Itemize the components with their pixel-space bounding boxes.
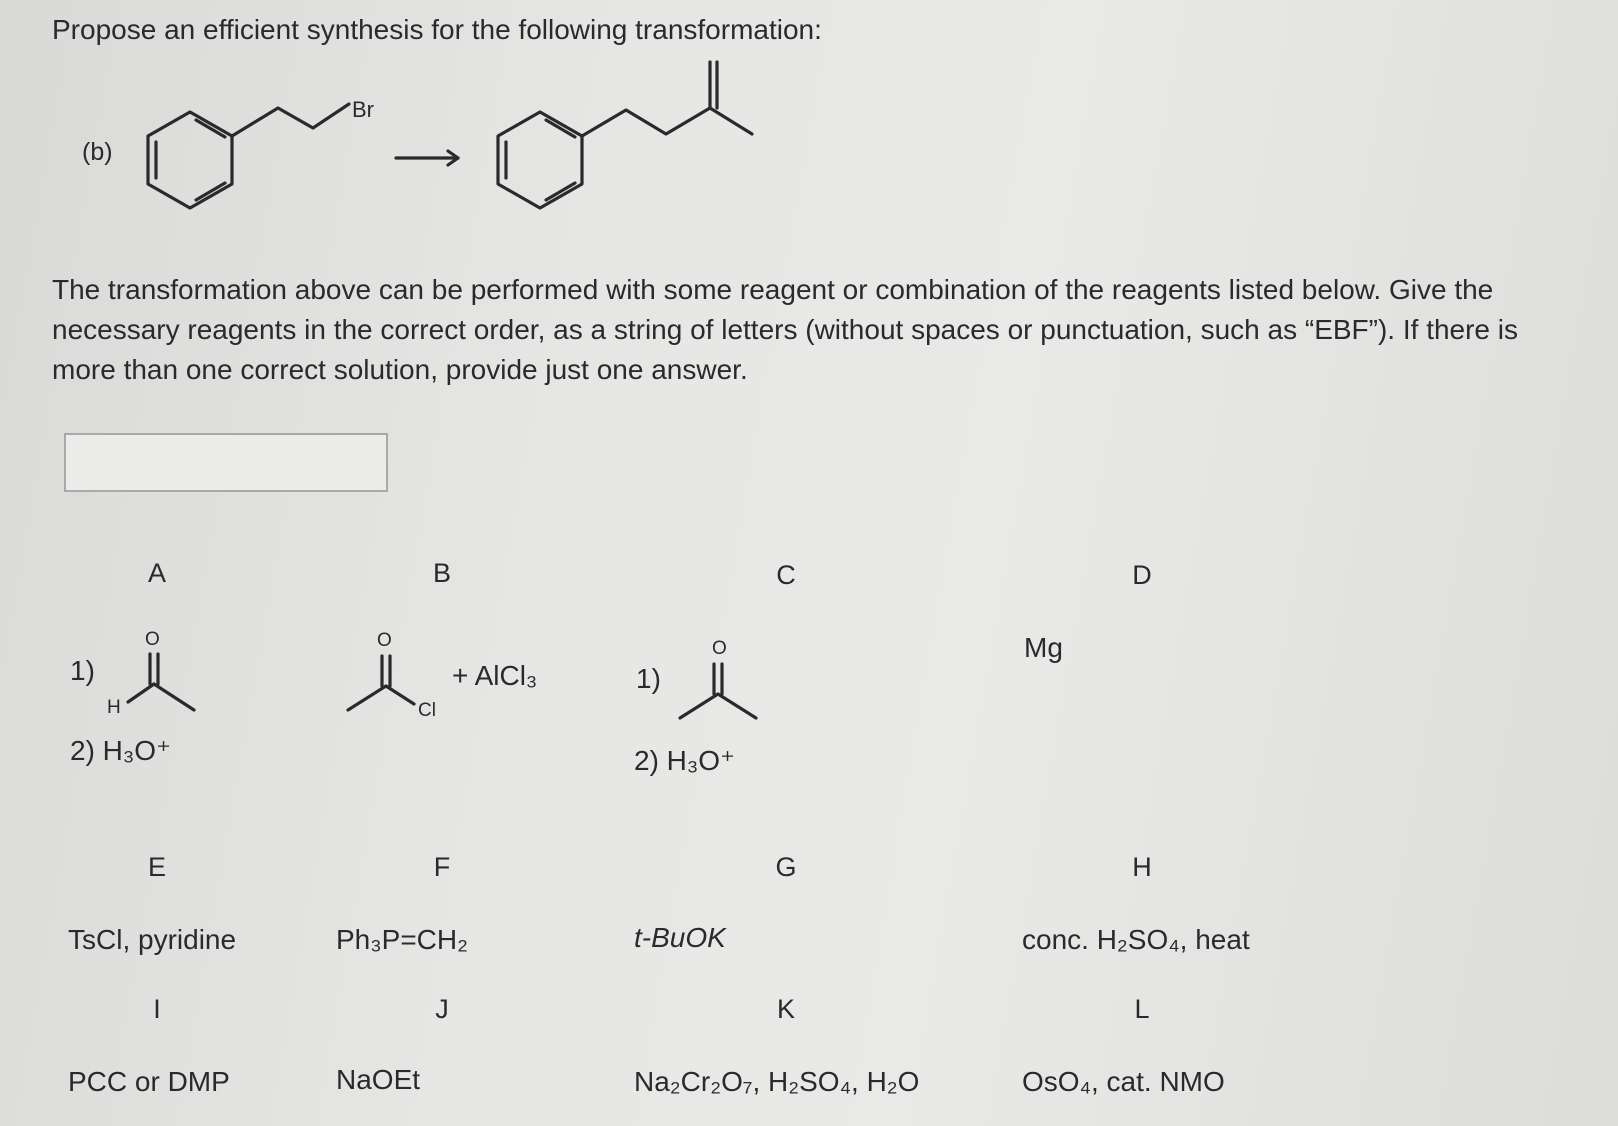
reagent-j-text: NaOEt — [336, 1064, 421, 1095]
reactant-br-label: Br — [352, 97, 374, 122]
reagent-c-letter: C — [776, 560, 796, 590]
reagent-g-text: t-BuOK — [634, 922, 726, 953]
reagent-b-chlorine: Cl — [418, 700, 436, 721]
reagent-h-letter: H — [1132, 852, 1152, 882]
reagent-j-letter: J — [435, 994, 449, 1024]
reagent-b-letter: B — [432, 558, 451, 588]
reagent-l-letter: L — [1134, 994, 1150, 1024]
part-label: (b) — [82, 138, 113, 166]
reagent-b-extra: + AlCl₃ — [452, 660, 538, 691]
reagent-k-text: Na₂Cr₂O₇, H₂SO₄, H₂O — [634, 1066, 920, 1097]
reagent-a-step1: 1) — [70, 655, 95, 686]
reagent-b-oxygen: O — [377, 630, 392, 651]
reagent-a-oxygen: O — [145, 629, 160, 650]
reagent-a-step2: 2) H₃O⁺ — [70, 735, 171, 766]
reagent-f-text: Ph₃P=CH₂ — [336, 924, 468, 955]
reagent-a-letter: A — [147, 558, 166, 588]
reagent-c-step2: 2) H₃O⁺ — [634, 745, 735, 776]
reagent-c-oxygen: O — [712, 638, 727, 659]
reagent-d-text: Mg — [1024, 632, 1063, 663]
question-title: Propose an efficient synthesis for the following transformation: — [52, 14, 822, 45]
reagent-g-letter: G — [775, 852, 797, 882]
reagent-i-text: PCC or DMP — [68, 1066, 230, 1097]
reagent-k-letter: K — [776, 994, 795, 1024]
reagent-d-letter: D — [1132, 560, 1152, 590]
reagent-i-letter: I — [153, 994, 161, 1024]
instructions-text: The transformation above can be performed with some reagent or combination of the reagents listed below. Give the necessary reagents in the correct order, as a string of letters (without spaces or punctuation, such as “EBF”). If there is more than one correct solution, provide just one answer. — [52, 274, 1519, 385]
reagent-e-text: TsCl, pyridine — [68, 924, 237, 955]
reagent-f-letter: F — [433, 852, 451, 882]
reagent-a-hydrogen: H — [107, 697, 121, 718]
reagent-l-text: OsO₄, cat. NMO — [1022, 1066, 1225, 1097]
reagent-h-text: conc. H₂SO₄, heat — [1022, 924, 1250, 955]
reagent-e-letter: E — [147, 852, 166, 882]
reagent-c-step1: 1) — [636, 663, 661, 694]
